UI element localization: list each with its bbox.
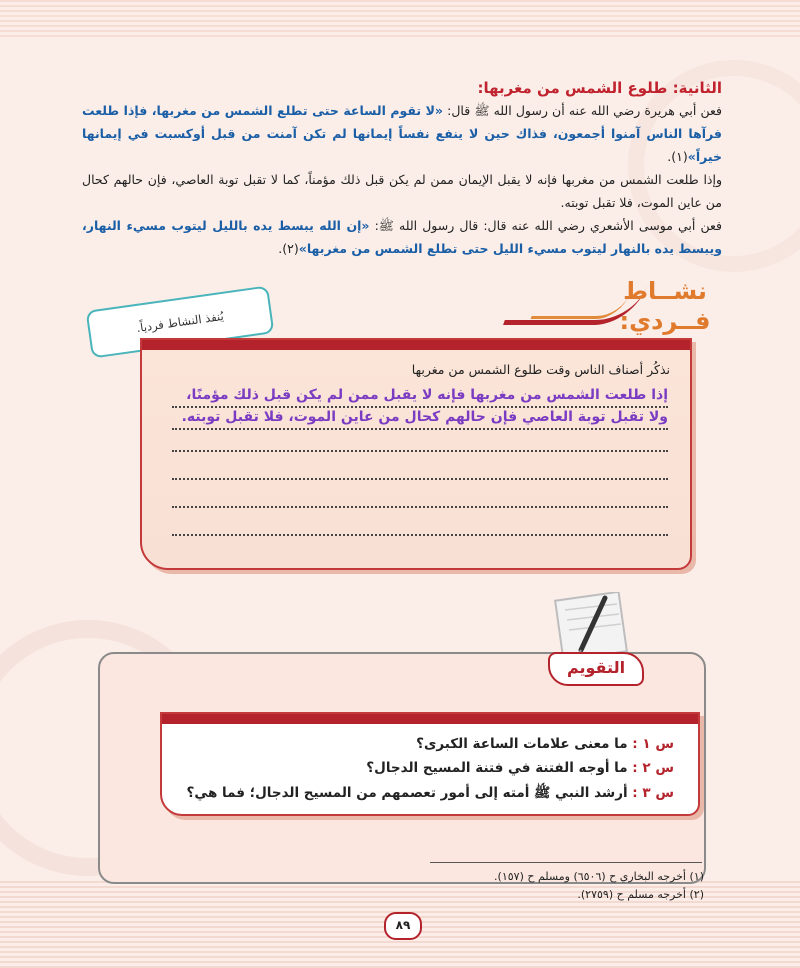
question-number: س ٣ :	[632, 785, 674, 801]
paragraph-1	[82, 99, 722, 168]
paragraph-2: وإذا طلعت الشمس من مغربها فإنه لا يقبل الإيمان ممن لم يكن قبل ذلك مؤمناً، كما لا تقبل توبة العاصي، فإن حالهم كحال من عاين الموت، فلا تقبل توبته.	[82, 172, 722, 210]
activity-note-tag: يُنفذ النشاط فردياً.	[86, 285, 275, 358]
activity-title	[610, 276, 720, 336]
question-text: ما معنى علامات الساعة الكبرى؟	[416, 736, 628, 752]
question-text: ما أوجه الفتنة في فتنة المسيح الدجال؟	[366, 760, 628, 776]
question-1	[416, 736, 674, 752]
question-number: س ١ :	[632, 736, 674, 752]
answer-dotted-line	[172, 450, 668, 452]
question-3	[186, 784, 674, 804]
footnote-2: (٢) أخرجه مسلم ح (٢٧٥٩).	[577, 888, 704, 901]
question-text: أرشد النبي ﷺ أمته إلى أمور تعصمهم من المسيح الدجال؛ فما هي؟	[186, 785, 628, 801]
paragraph-3	[82, 214, 722, 260]
footnote-ref-2: (٢).	[278, 241, 299, 256]
hadith-quote-2: «إن الله يبسط يده بالليل ليتوب مسيء النهار، ويبسط يده بالنهار ليتوب مسيء الليل حتى تطلع الشمس من مغربها»	[82, 218, 722, 256]
answer-dotted-line	[172, 428, 668, 430]
lesson-text	[82, 77, 722, 260]
activity-title-line2: فــردي:	[619, 307, 711, 335]
activity-answer[interactable]: إذا طلعت الشمس من مغربها فإنه لا يقبل ممن لم يكن قبل ذلك مؤمنًا، ولا تقبل توبة العاصي فإن حالهم كحال من عاين الموت، فلا تقبل توبته.	[181, 387, 668, 425]
activity-box	[140, 338, 692, 570]
top-decorative-band	[0, 0, 800, 40]
page-number: ٨٩	[384, 912, 422, 940]
question-number: س ٢ :	[632, 760, 674, 776]
evaluation-box-topbar	[162, 714, 698, 724]
activity-title-line1: نشــاط	[623, 277, 707, 305]
footnote-ref-1: (١).	[667, 149, 688, 164]
answer-dotted-line	[172, 534, 668, 536]
evaluation-label: التقويم	[548, 652, 644, 686]
evaluation-questions-box	[160, 712, 700, 816]
activity-prompt: نذكُر أصناف الناس وقت طلوع الشمس من مغربها	[411, 362, 670, 377]
answer-dotted-line	[172, 478, 668, 480]
footnote-divider	[430, 862, 702, 863]
answer-dotted-line	[172, 406, 668, 408]
question-2	[366, 760, 674, 776]
footnote-1: (١) أخرجه البخاري ح (٦٥٠٦) ومسلم ح (١٥٧).	[494, 870, 704, 883]
answer-dotted-line	[172, 506, 668, 508]
section-title: الثانية: طلوع الشمس من مغربها:	[477, 79, 722, 97]
paragraph-3-intro: فعن أبي موسى الأشعري رضي الله عنه قال: قال رسول الله ﷺ:	[369, 218, 722, 233]
hadith-quote-1: «لا تقوم الساعة حتى تطلع الشمس من مغربها، فإذا طلعت فرآها الناس آمنوا أجمعون، فذاك حين لا ينفع نفساً إيمانها لم تكن آمنت من قبل أوكسبت في إيمانها خيراً»	[82, 103, 722, 164]
activity-box-topbar	[142, 340, 690, 350]
paragraph-1-intro: فعن أبي هريرة رضي الله عنه أن رسول الله ﷺ قال:	[442, 103, 722, 118]
